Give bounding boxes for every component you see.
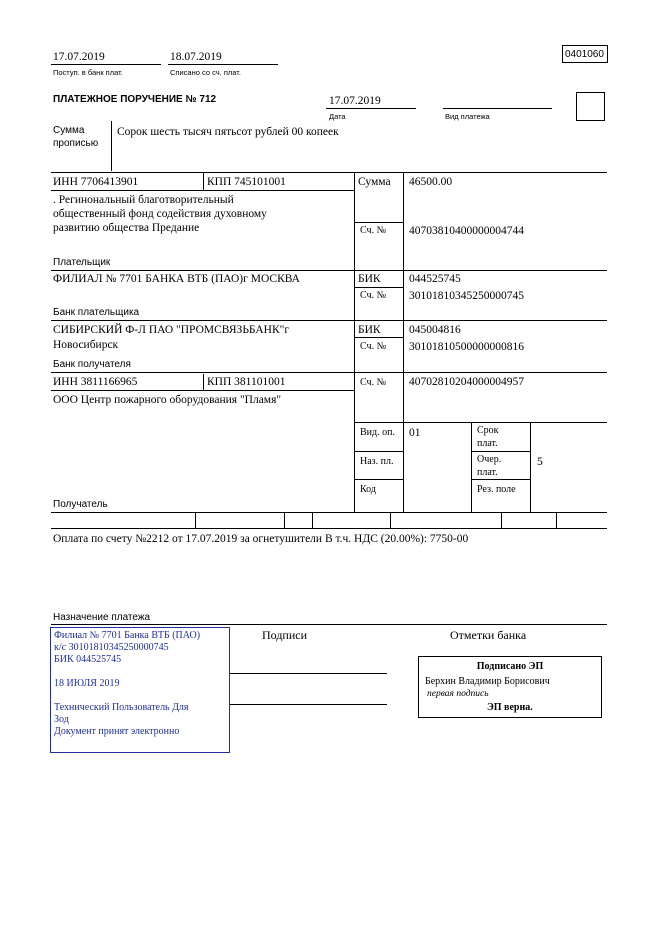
- payer-kpp: КПП 745101001: [207, 176, 286, 188]
- payer-inn: ИНН 7706413901: [53, 176, 139, 188]
- payment-type-label: Вид платежа: [445, 112, 490, 121]
- stamp-line: Документ принят электронно: [54, 726, 180, 737]
- ocher-label-1: Очер.: [477, 454, 502, 465]
- payee-kpp: КПП 381101001: [207, 376, 286, 388]
- date-debited: 18.07.2019: [170, 51, 222, 63]
- signatures-label: Подписи: [262, 628, 308, 642]
- order-date: 17.07.2019: [329, 95, 381, 107]
- payee-bank-label: Банк получателя: [53, 359, 131, 370]
- vid-op-value: 01: [409, 427, 421, 439]
- e-signature-title: Подписано ЭП: [476, 661, 544, 672]
- ocher-value: 5: [537, 456, 543, 468]
- stamp-spacer: [54, 690, 226, 702]
- purpose-label: Назначение платежа: [53, 612, 151, 623]
- vid-op-label: Вид. оп.: [360, 427, 395, 438]
- payer-sum-value: 46500.00: [409, 176, 453, 188]
- srok-label-1: Срок: [477, 425, 499, 436]
- date-debited-label: Списано со сч. плат.: [170, 68, 241, 77]
- stamp-line: Филиал № 7701 Банка ВТБ (ПАО): [54, 630, 201, 641]
- date-received-label: Поступ. в банк плат.: [53, 68, 123, 77]
- form-code: 0401060: [565, 49, 604, 60]
- payer-account: 40703810400000004744: [409, 225, 524, 237]
- stamp-line: БИК 044525745: [54, 654, 122, 665]
- payee-inn: ИНН 3811166965: [53, 376, 138, 388]
- stamp-line: Технический Пользователь Для: [54, 702, 189, 713]
- payee-name: ООО Центр пожарного оборудования "Пламя": [53, 394, 282, 406]
- payer-name-2: общественный фонд содействия духовному: [53, 208, 267, 220]
- e-signature-verified: ЭП верна.: [487, 702, 533, 713]
- stamp-line: к/с 30101810345250000745: [54, 642, 169, 653]
- e-signature-role: первая подпись: [427, 689, 489, 699]
- payer-account-label: Сч. №: [360, 225, 387, 236]
- e-signature-box: [418, 656, 602, 718]
- payee-label: Получатель: [53, 499, 108, 510]
- payee-bank-account: 30101810500000000816: [409, 341, 524, 353]
- bank-marks-label: Отметки банка: [450, 628, 527, 642]
- stamp-spacer: [54, 666, 226, 678]
- naz-pl-label: Наз. пл.: [360, 456, 394, 467]
- payer-label: Плательщик: [53, 257, 111, 268]
- payer-sum-label: Сумма: [358, 176, 391, 188]
- amount-words-value: Сорок шесть тысяч пятьсот рублей 00 копеек: [117, 126, 339, 138]
- payee-account: 40702810204000004957: [409, 376, 524, 388]
- stamp-line: Зод: [54, 714, 69, 725]
- srok-label-2: плат.: [477, 438, 498, 449]
- purpose-text: Оплата по счету №2212 от 17.07.2019 за огнетушители В т.ч. НДС (20.00%): 7750-00: [53, 533, 469, 545]
- payer-bank-label: Банк плательщика: [53, 307, 140, 318]
- payer-name-3: развитию общества Предание: [53, 222, 200, 234]
- order-date-label: Дата: [329, 112, 346, 121]
- payee-bank-name-1: СИБИРСКИЙ Ф-Л ПАО "ПРОМСВЯЗЬБАНК"г: [53, 324, 290, 336]
- payee-bank-account-label: Сч. №: [360, 341, 387, 352]
- date-received: 17.07.2019: [53, 51, 105, 63]
- stamp-line: 18 ИЮЛЯ 2019: [54, 678, 120, 689]
- payer-bank-name: ФИЛИАЛ № 7701 БАНКА ВТБ (ПАО)г МОСКВА: [53, 273, 300, 285]
- payee-bank-name-2: Новосибирск: [53, 339, 119, 351]
- payee-bank-bik-label: БИК: [358, 324, 381, 336]
- payee-bank-bik: 045004816: [409, 324, 461, 336]
- payer-name-1: . Регинональный благотворительный: [53, 194, 234, 206]
- amount-words-label-1: Сумма: [53, 125, 85, 136]
- payee-account-label: Сч. №: [360, 377, 387, 388]
- payer-bank-account-label: Сч. №: [360, 290, 387, 301]
- e-signature-name: Берхин Владимир Борисович: [425, 676, 550, 687]
- bank-stamp: [50, 627, 230, 753]
- rez-label: Рез. поле: [477, 484, 516, 495]
- form-code-box: [562, 45, 608, 63]
- amount-words-label-2: прописью: [53, 138, 99, 149]
- payer-bank-bik: 044525745: [409, 273, 461, 285]
- payer-bank-bik-label: БИК: [358, 273, 381, 285]
- status-box: [576, 92, 605, 121]
- page-title: ПЛАТЕЖНОЕ ПОРУЧЕНИЕ № 712: [53, 94, 217, 105]
- ocher-label-2: плат.: [477, 467, 498, 478]
- payer-bank-account: 30101810345250000745: [409, 290, 524, 302]
- kod-label: Код: [360, 484, 376, 495]
